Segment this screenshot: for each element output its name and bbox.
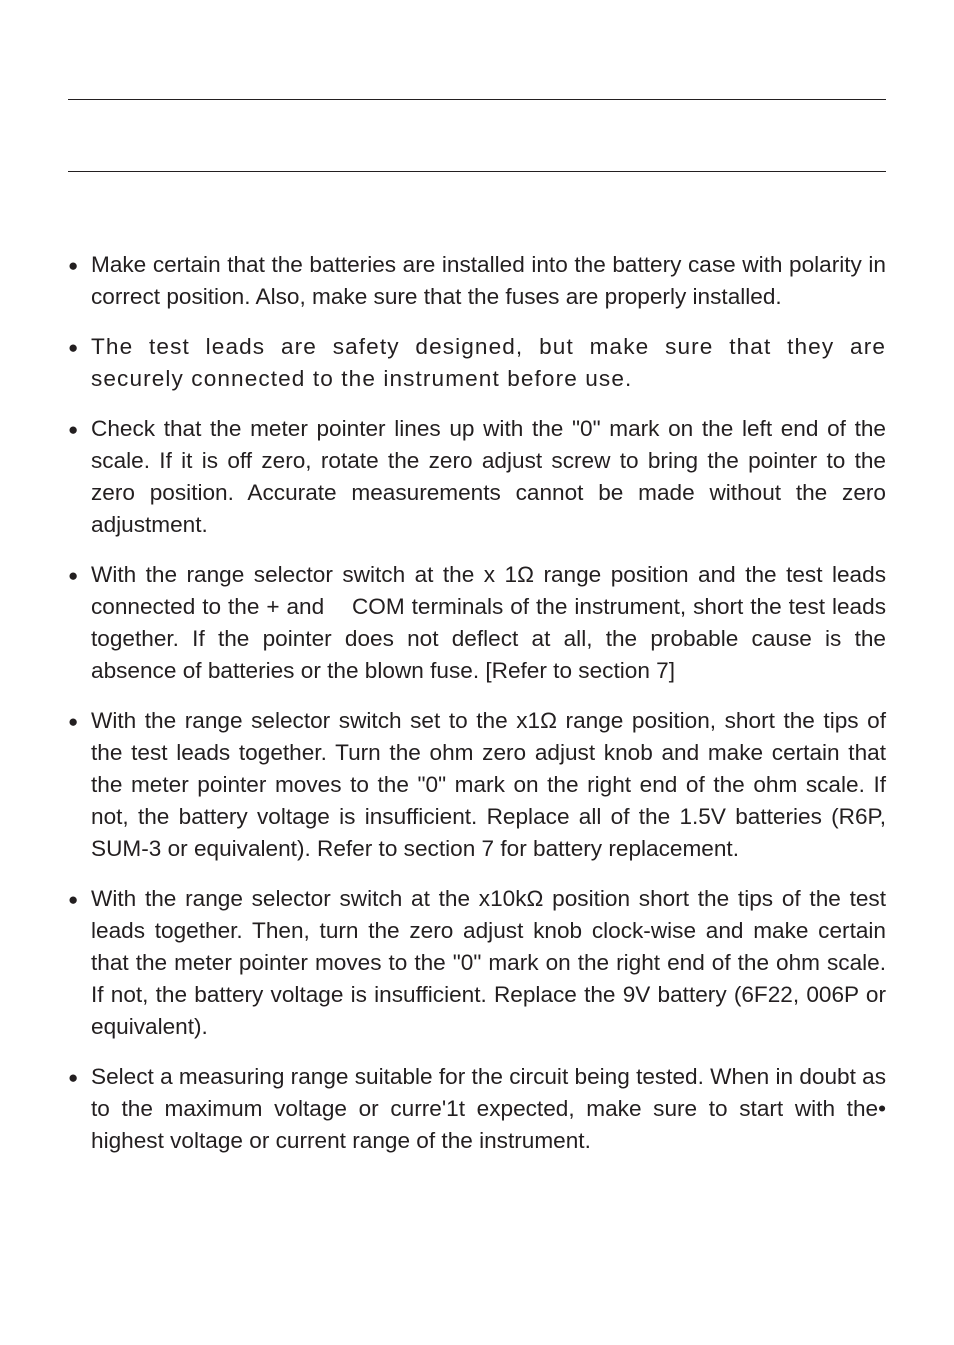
list-item-text: With the range selector switch set to the x1Ω range position, short the tips of the test leads together. Turn the ohm zero adjust knob and make certain that the meter pointer moves to the "0" mark on the right end of the ohm scale. If not, the battery voltage is insufficient. Replace all of the 1.5V batteries (R6P, SUM-3 or equivalent). Refer to section 7 for battery replacement.: [91, 708, 886, 861]
precaution-list: [68, 249, 893, 1175]
list-item: [68, 883, 886, 1043]
list-item-text: Check that the meter pointer lines up with the "0" mark on the left end of the scale. If it is off zero, rotate the zero adjust screw to bring the pointer to the zero position. Accurate measurements cannot be made without the zero adjustment.: [91, 416, 886, 537]
bullet-icon: ●: [68, 256, 79, 275]
bullet-icon: ●: [68, 338, 79, 357]
list-item-text: Make certain that the batteries are installed into the battery case with polarity in correct position. Also, make sure that the fuses are properly installed.: [91, 252, 886, 309]
bullet-icon: ●: [68, 712, 79, 731]
header-rule-top: [68, 99, 886, 100]
list-item: [68, 559, 893, 687]
list-item-text: With the range selector switch at the x 1Ω range position and the test leads connected to the + and COM terminals of the instrument, short the test leads together. If the pointer does not deflect at all, the probable cause is the absence of batteries or the blown fuse. [Refer to section 7]: [91, 562, 893, 683]
list-item: [68, 1061, 886, 1157]
list-item-text: Select a measuring range suitable for the circuit being tested. When in doubt as to the maximum voltage or curre'1t expected, make sure to start with the• highest voltage or current range of the instrument.: [91, 1064, 887, 1153]
header-rule-bottom: [68, 171, 886, 172]
bullet-icon: ●: [68, 420, 79, 439]
list-item-text: The test leads are safety designed, but make sure that they are securely connected to the instrument before use.: [91, 334, 886, 391]
bullet-icon: ●: [68, 566, 79, 585]
list-item: [68, 413, 886, 541]
list-item: [68, 249, 886, 313]
list-item: [68, 331, 886, 395]
list-item: [68, 705, 886, 865]
list-item-text: With the range selector switch at the x10kΩ position short the tips of the test leads together. Then, turn the zero adjust knob clock-wise and make certain that the meter pointer moves to the "0" mark on the right end of the ohm scale. If not, the battery voltage is insufficient. Replace the 9V battery (6F22, 006P or equivalent).: [91, 886, 886, 1039]
bullet-icon: ●: [68, 890, 79, 909]
bullet-icon: ●: [68, 1068, 79, 1087]
